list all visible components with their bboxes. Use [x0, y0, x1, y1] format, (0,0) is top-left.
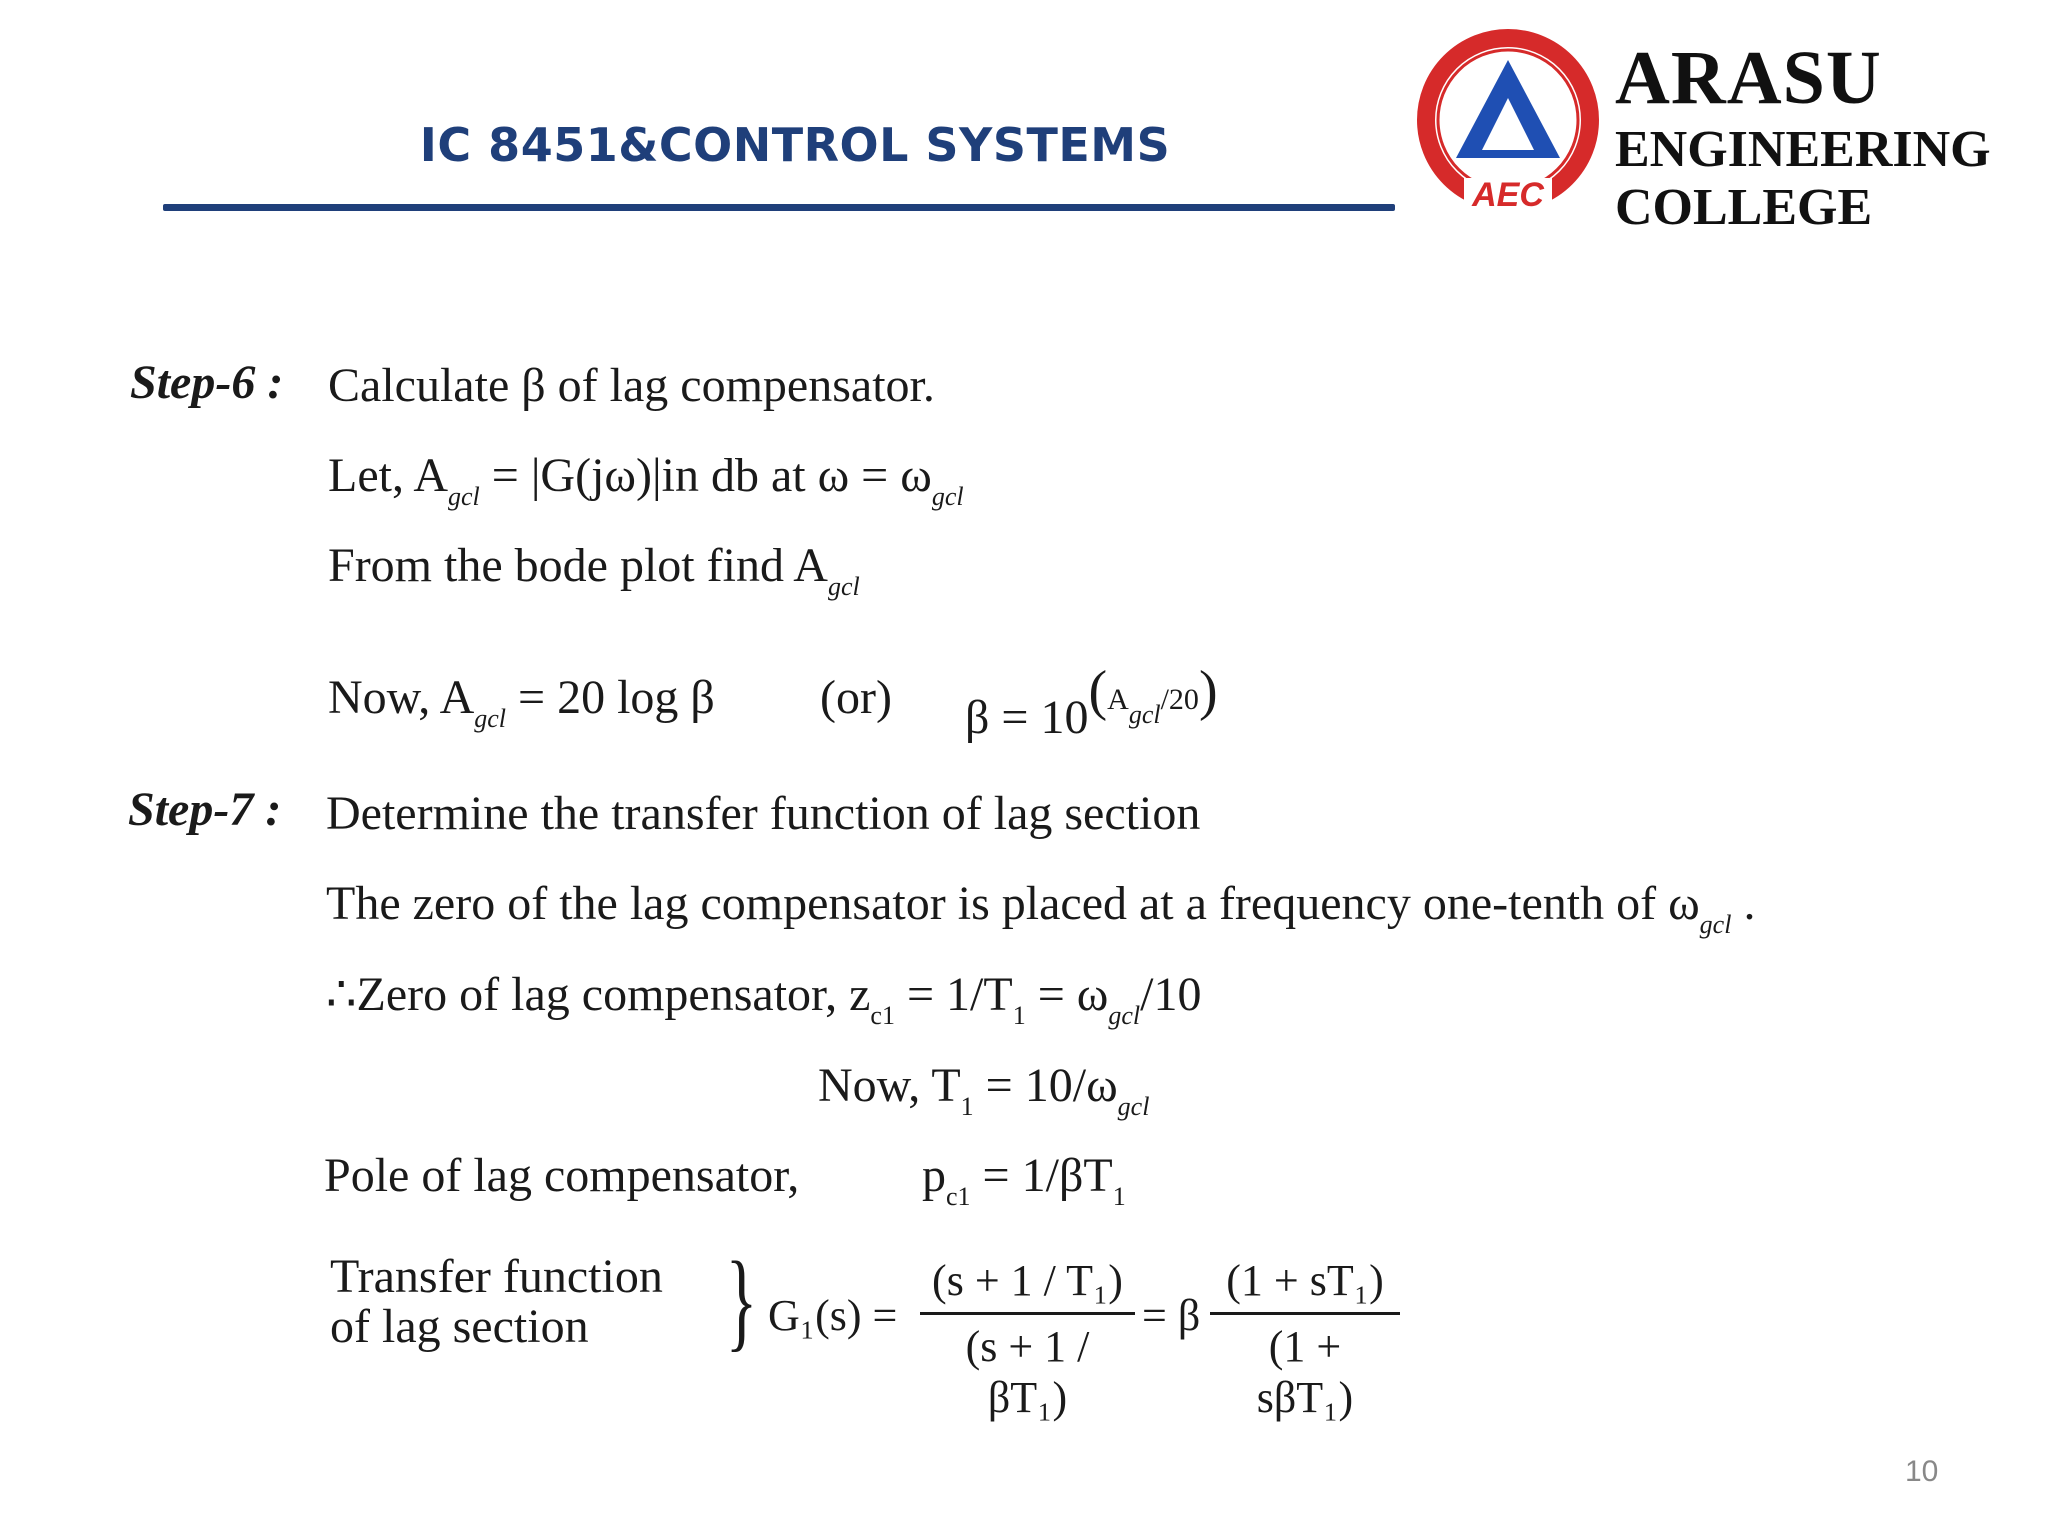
- step6-beta-equation: $\beta = 10^{(A_{gcl}/20)}$: [965, 660, 1218, 744]
- step6-label: Step-6 :: [130, 356, 284, 409]
- step7-pole-equation: $p_{c1} = 1/\beta T_1$: [922, 1149, 1126, 1211]
- step6-or: (or): [820, 671, 892, 724]
- step6-now-equation: Now, $A_{gcl} = 20$ log β: [328, 671, 715, 733]
- college-name-line1: ARASU: [1615, 36, 1882, 120]
- tf-label: Transfer function of lag section: [330, 1250, 663, 1354]
- step7-t1-equation: Now, $T_1 = 10/\omega_{gcl}$: [818, 1059, 1150, 1121]
- step6-let-equation: Let, $A_{gcl} = |G(j\omega)|in$ db at $\omega = \omega_{gcl}$: [328, 449, 964, 511]
- step7-pole-label: Pole of lag compensator,: [324, 1149, 800, 1202]
- step7-zero-description: The zero of the lag compensator is placed at a frequency one-tenth of $\omega_{gcl}$ .: [326, 877, 1756, 939]
- step7-title: Determine the transfer function of lag section: [326, 787, 1201, 840]
- tf-lhs: G₁(s) =: [768, 1291, 898, 1340]
- college-name-line2: ENGINEERING: [1615, 121, 1991, 178]
- tf-brace: }: [725, 1239, 758, 1361]
- step7-zero-equation: ∴Zero of lag compensator, $z_{c1} = 1/T_1 = \omega_{gcl}/10$: [326, 968, 1202, 1030]
- tf-equals-beta: = β: [1142, 1291, 1201, 1340]
- college-name-line3: COLLEGE: [1615, 179, 1873, 236]
- tf-fraction-1: (s + 1 / T₁) (s + 1 / βT₁): [920, 1255, 1135, 1423]
- emblem-abbr: AEC: [1472, 176, 1544, 214]
- slide-title: IC 8451&CONTROL SYSTEMS: [419, 118, 1171, 172]
- step6-title: Calculate β of lag compensator.: [328, 359, 935, 412]
- step7-label: Step-7 :: [128, 783, 282, 836]
- page-number: 10: [1905, 1455, 1939, 1488]
- step6-from-bode: From the bode plot find $A_{gcl}$: [328, 539, 860, 601]
- tf-fraction-2: (1 + sT₁) (1 + sβT₁): [1210, 1255, 1400, 1423]
